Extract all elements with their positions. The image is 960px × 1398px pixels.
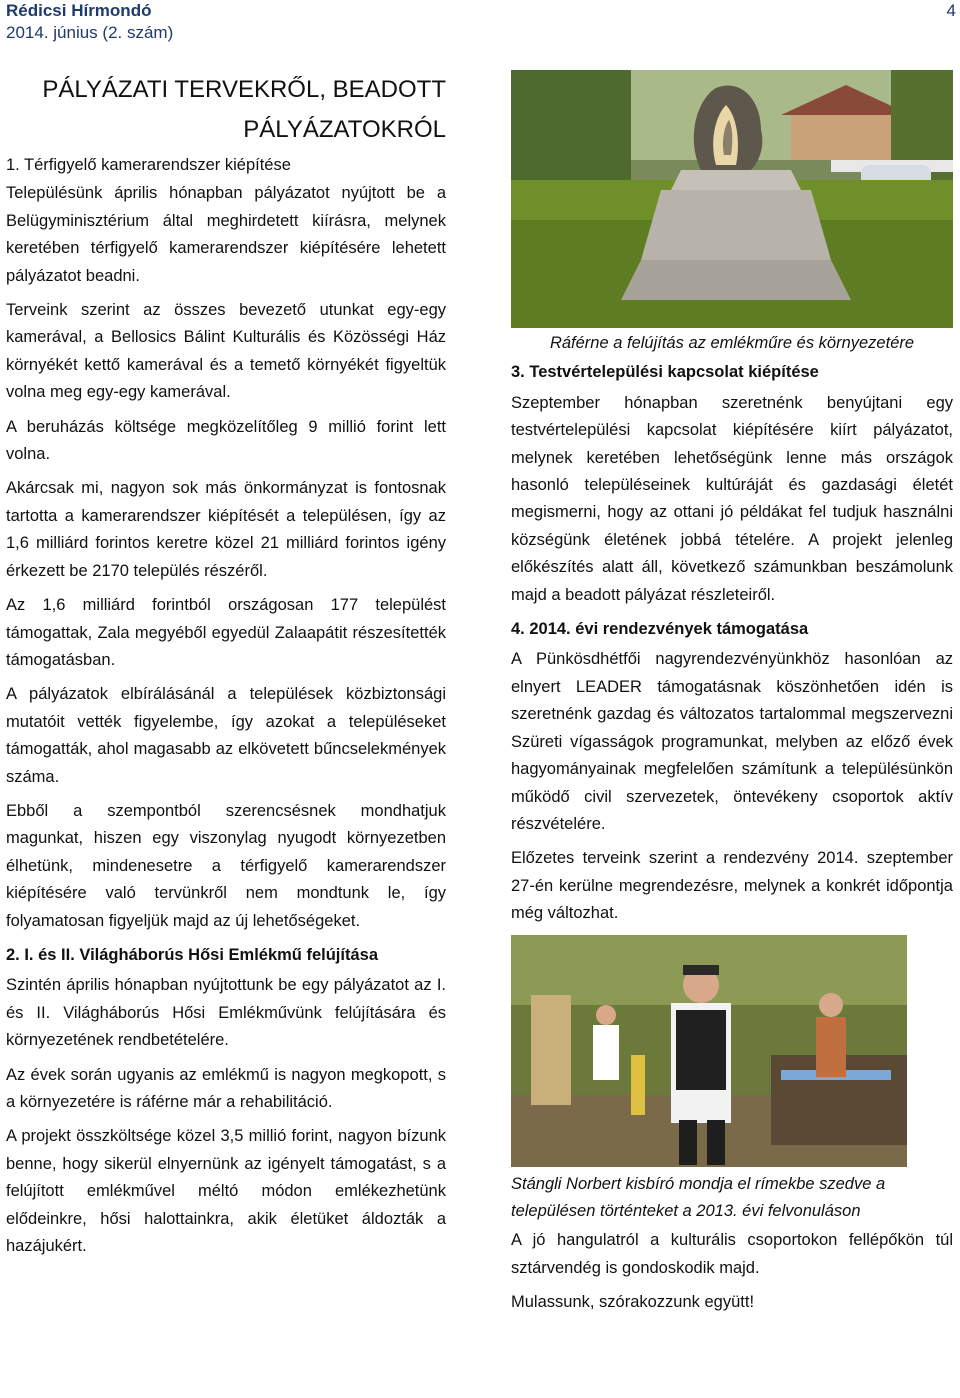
memorial-photo: [511, 70, 953, 328]
parade-photo: [511, 935, 907, 1167]
section1-heading: 1. Térfigyelő kamerarendszer kiépítése: [6, 156, 291, 174]
section1-paragraph: Az 1,6 milliárd forintból országosan 177 települést támogattak, Zala megyéből egyedül Zalaapátit részesítették támogatásban.: [6, 596, 446, 669]
newspaper-title: Rédicsi Hírmondó: [6, 1, 152, 20]
section1-paragraph: Településünk április hónapban pályázatot nyújtott be a Belügyminisztérium által meghirdetett kiírásra, melynek keretében térfigyelő kamerarendszer kiépítésére lehetett pályázatot beadni.: [6, 184, 446, 285]
section2-paragraph: Szintén április hónapban nyújtottunk be egy pályázatot az I. és II. Világháborús Hősi Emlékművünk felújítására és környezetének rendbetételére.: [6, 976, 446, 1050]
section1-paragraph: Ebből a szempontból szerencsésnek mondhatjuk magunkat, hiszen egy viszonylag nyugodt környezetben élhetünk, mindenesetre a térfigyelő kamerarendszer kiépítésére való tervünkről nem mondtunk le, így folyamatosan figyeljük majd az új lehetőségeket.: [6, 801, 446, 930]
section3-heading: 3. Testvértelepülési kapcsolat kiépítése: [511, 363, 819, 382]
section1-paragraph: Terveink szerint az összes bevezető utunkat egy-egy kamerával, a Bellosics Bálint Kulturális és Közösségi Ház környékét kettő kamerával és a temető környékét figyeltük volna meg egy-egy kamerával.: [6, 301, 446, 402]
page-header: [6, 0, 956, 46]
main-title-line2: PÁLYÁZATOKRÓL: [243, 116, 446, 143]
section4-paragraph: A Pünkösdhétfői nagyrendezvényünkhöz hasonlóan az elnyert LEADER támogatásnak köszönhetően idén is szeretnénk gazdag és változatos tartalommal megszervezni Szüreti vígasságok programunkat, melyben az előző évek hagyományainak megfelelően számítunk a településünkön működő civil szervezetek, öntevékeny csoportok aktív részvételére.: [511, 650, 953, 833]
right-column: [511, 70, 953, 1324]
section3-paragraph: Szeptember hónapban szeretnénk benyújtani egy testvértelepülési kapcsolat kiépítésére kiírt pályázatot, melynek keretében lehetőségünk lenne más országok hasonló településeinek kultúráját és gazdasági életét megismerni, hogy az ottani jó példákat fel tudjuk használni községünk életének jobbá tételére. A projekt jelenleg előkészítés alatt áll, következő számunkban beszámolunk majd a beadott pályázat részleteiről.: [511, 393, 953, 604]
main-title-line1: PÁLYÁZATI TERVEKRŐL, BEADOTT: [42, 76, 446, 103]
main-title: [6, 70, 446, 150]
photo1-caption: Ráférne a felújítás az emlékműre és környezetére: [549, 334, 915, 352]
section4-paragraph: Előzetes terveink szerint a rendezvény 2014. szeptember 27-én kerülne megrendezésre, melynek a konkrét időpontja még változhat.: [511, 849, 953, 923]
section2-paragraph: Az évek során ugyanis az emlékmű is nagyon megkopott, s a környezetére is ráférne már a rehabilitáció.: [6, 1065, 446, 1111]
page-number: 4: [946, 1, 956, 20]
section1-paragraph: A pályázatok elbírálásánál a települések közbiztonsági mutatóit vették figyelembe, így azokat a településeket támogatták, ahol magasabb az elkövetett bűncselekmények száma.: [6, 685, 446, 786]
photo2-caption: Stángli Norbert kisbíró mondja el rímekbe szedve a településen történteket a 2013. évi felvonuláson: [511, 1174, 886, 1220]
section1-paragraph: A beruházás költsége megközelítőleg 9 millió forint lett volna.: [6, 417, 446, 464]
closing-paragraph: A jó hangulatról a kulturális csoportokon fellépőkön túl sztárvendég is gondoskodik majd.: [511, 1231, 953, 1277]
section1-paragraph: Akárcsak mi, nagyon sok más önkormányzat is fontosnak tartotta a kamerarendszer kiépítését a településen, így az 1,6 milliárd forintos keretre közel 21 milliárd forintos igény érkezett be 2170 település részéről.: [6, 479, 446, 580]
section2-heading: 2. I. és II. Világháborús Hősi Emlékmű felújítása: [6, 945, 378, 964]
left-column: [6, 70, 446, 1267]
issue-date: 2014. június (2. szám): [6, 23, 174, 42]
closing-paragraph: Mulassunk, szórakozzunk együtt!: [511, 1293, 755, 1312]
section2-paragraph: A projekt összköltsége közel 3,5 millió forint, nagyon bízunk benne, hogy sikerül elnyernünk az igényelt támogatást, s a felújított emlékművel méltó módon emlékezhetünk elődeinkre, hősi halottainkra, akik életüket áldozták a hazájukért.: [6, 1127, 446, 1256]
section4-heading: 4. 2014. évi rendezvények támogatása: [511, 620, 809, 639]
